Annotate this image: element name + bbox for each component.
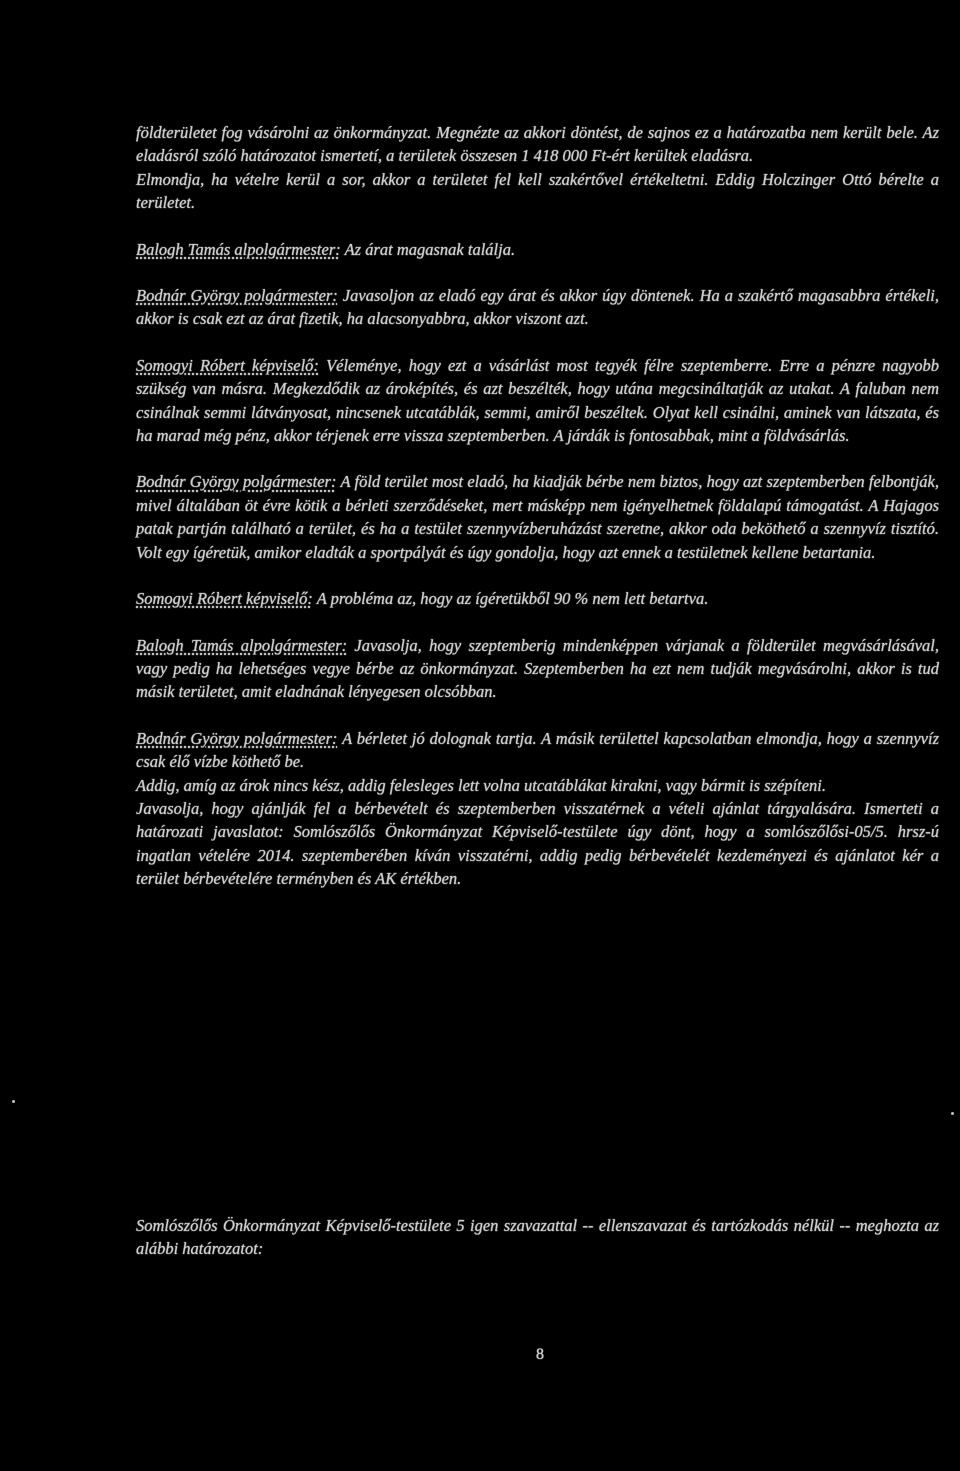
paragraph-text: Elmondja, ha vételre kerül a sor, akkor a területet fel kell szakértővel értékeltetni. Eddig Holczinger Ottó bérelte a területet. xyxy=(136,169,939,213)
paragraph-intro-continued xyxy=(136,168,939,215)
speaker-name: Balogh Tamás alpolgármester: xyxy=(136,239,341,259)
paragraph-intro xyxy=(136,121,939,168)
speech-text: A föld terület most eladó, ha kiadják bérbe nem biztos, hogy azt szeptemberben felbontják, mivel általában öt évre kötik a bérleti szerződéseket, mert másképp nem igényelhetnek földalapú támogatást. A Hajagos patak partján található a terület, és ha a testület szennyvízberuházást szeretne, akkor oda beköthető a szennyvíz tisztító. Volt egy ígéretük, amikor eladták a sportpályát és úgy gondolja, hogy azt ennek a testületnek kellene betartania. xyxy=(136,472,939,562)
page-number: 8 xyxy=(536,1346,544,1363)
speaker-name: Somogyi Róbert képviselő: xyxy=(136,589,313,609)
paragraph-text: földterületet fog vásárolni az önkormányzat. Megnézte az akkori döntést, de sajnos ez a határozatba nem került bele. Az eladásról szóló határozatot ismertetí, a területek összesen 1 418 000 Ft-ért kerültek eladásra. xyxy=(136,123,939,166)
speech-paragraph xyxy=(136,587,939,610)
speech-text: Addig, amíg az árok nincs kész, addig felesleges lett volna utcatáblákat kirakni, vagy bármit is szépíteni. xyxy=(136,775,826,795)
speech-paragraph xyxy=(136,354,939,448)
speaker-name: Bodnár György polgármester: xyxy=(136,286,338,306)
speech-paragraph xyxy=(136,238,939,261)
speaker-name: Somogyi Róbert képviselő: xyxy=(136,355,319,375)
speech-paragraph xyxy=(136,470,939,564)
speech-paragraph xyxy=(136,284,939,331)
speech-text: A bérletet jó dolognak tartja. A másik területtel kapcsolatban elmondja, hogy a szennyvíz csak élő vízbe köthető be. xyxy=(136,728,939,772)
speaker-name: Bodnár György polgármester: xyxy=(136,472,337,492)
speech-paragraph xyxy=(136,634,939,704)
document-body xyxy=(136,121,939,891)
speech-text: Javasolja, hogy szeptemberig mindenképpen várjanak a földterület megvásárlásával, vagy pedig ha lehetséges vegye bérbe az önkormányzat. Szeptemberben ha ezt nem tudják megvásárolni, akkor is tud másik területet, amit eladnának lényegesen olcsóbban. xyxy=(136,635,939,702)
speech-text: Véleménye, hogy ezt a vásárlást most tegyék félre szeptemberre. Erre a pénzre nagyobb szükség van másra. Megkezdődik az ároképítés, és azt beszélték, hogy utána megcsináltatják az utakat. A faluban nem csinálnak semmi látványosat, nincsenek utcatáblák, semmi, amiről beszéltek. Olyat kell csinálni, aminek van látszata, és ha marad még pénz, akkor térjenek erre vissza szeptemberben. A járdák is fontosabbak, mint a földvásárlás. xyxy=(136,355,940,446)
speech-text: Az árat magasnak találja. xyxy=(344,239,516,259)
speech-text: Javasoljon az eladó egy árat és akkor úgy döntenek. Ha a szakértő magasabbra értékeli, akkor is csak ezt az árat fizetik, ha alacsonyabbra, akkor viszont azt. xyxy=(136,286,939,329)
scan-speck xyxy=(951,1112,954,1115)
speech-continuation xyxy=(136,774,939,797)
speech-continuation xyxy=(136,797,939,891)
speech-text: Javasolja, hogy ajánlják fel a bérbevételt és szeptemberben visszatérnek a vételi ajánlat tárgyalására. Ismerteti a határozati javaslatot: Somlószőlős Önkormányzat Képviselő-testülete úgy dönt, hogy a somlószőlősi-05/5. hrsz-ú ingatlan vételére 2014. szeptemberében kíván visszatérni, addig pedig bérbevételét kezdeményezi és ajánlatot kér a terület bérbevételére terményben és AK értékben. xyxy=(136,798,939,889)
speaker-name: Balogh Tamás alpolgármester: xyxy=(136,635,348,655)
scan-speck xyxy=(12,1100,15,1103)
vote-statement: Somlószőlős Önkormányzat Képviselő-testülete 5 igen szavazattal -- ellenszavazat és tartózkodás nélkül -- meghozta az alábbi határozatot: xyxy=(136,1216,939,1259)
speech-text: A probléma az, hogy az ígéretükből 90 % nem lett betartva. xyxy=(316,589,709,609)
speech-paragraph xyxy=(136,727,939,774)
speaker-name: Bodnár György polgármester: xyxy=(136,728,338,748)
